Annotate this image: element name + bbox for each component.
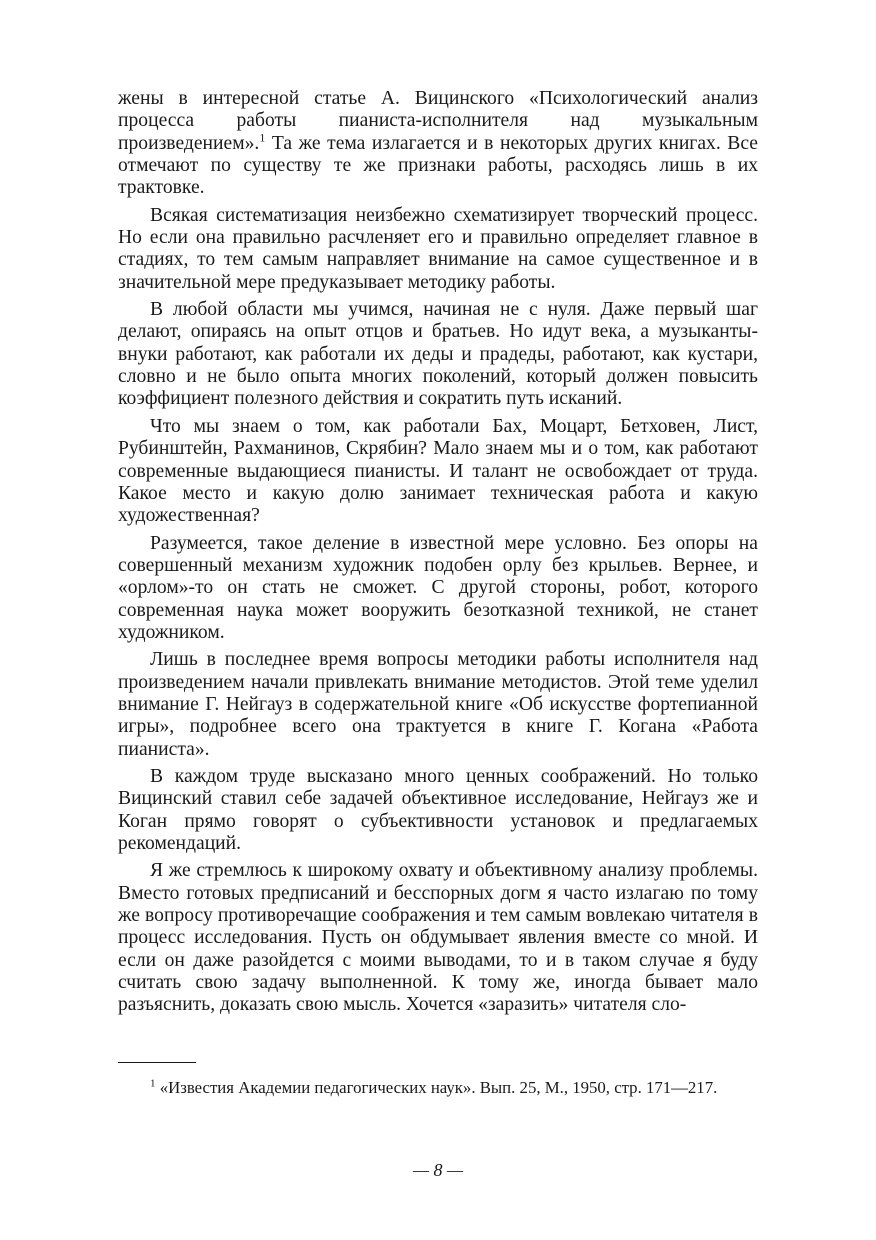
paragraph-4: Что мы знаем о том, как работали Бах, Моцарт, Бетховен, Лист, Рубинштейн, Рахманинов, Скрябин? Мало знаем мы и о том, как работают современные выдающиеся пианисты. И талант не освобождает от труда. Какое место и какую долю занимает техническая работа и какую художественная? (118, 415, 758, 527)
body-text (118, 88, 758, 1017)
footnote-reference: 1 (259, 130, 266, 145)
paragraph-8: Я же стремлюсь к широкому охвату и объективному анализу проблемы. Вместо готовых предписаний и бесспорных догм я часто излагаю по тому же вопросу противоречащие соображения и тем самым вовлекаю читателя в процесс исследования. Пусть он обдумывает явления вместе со мной. И если он даже разойдется с моими выводами, то и в таком случае я буду считать свою задачу выполненной. К тому же, иногда бывает мало разъяснить, доказать свою мысль. Хочется «заразить» читателя сло- (118, 860, 758, 1016)
paragraph-1 (118, 88, 758, 200)
footnote (118, 1078, 758, 1098)
page-number: — 8 — (412, 1160, 463, 1180)
paragraph-1-text: жены в интересной статье А. Вицинского «Психологический анализ процесса работы пианиста-исполнителя над музыкальным произведением». (118, 88, 758, 154)
paragraph-7: В каждом труде высказано много ценных соображений. Но только Вицинский ставил себе задачей объективное исследование, Нейгауз же и Коган прямо говорят о субъективности установок и предлагаемых рекомендаций. (118, 765, 758, 854)
footnote-divider (118, 1062, 196, 1063)
paragraph-3: В любой области мы учимся, начиная не с нуля. Даже первый шаг делают, опираясь на опыт отцов и братьев. Но идут века, а музыканты-внуки работают, как работали их деды и прадеды, работают, как кустари, словно и не было опыта многих поколений, который должен повысить коэффициент полезного действия и сократить путь исканий. (118, 299, 758, 410)
footnote-text: «Известия Академии педагогических наук». Вып. 25, М., 1950, стр. 171—217. (155, 1078, 718, 1097)
paragraph-1-continuation: Та же тема излагается и в некоторых других книгах. Все отмечают по существу те же признаки работы, расходясь лишь в их трактовке. (118, 132, 758, 199)
paragraph-2: Всякая систематизация неизбежно схематизирует творческий процесс. Но если она правильно расчленяет его и правильно определяет главное в стадиях, то тем самым направляет внимание на самое существенное и в значительной мере предуказывает методику работы. (118, 204, 758, 293)
paragraph-5: Разумеется, такое деление в известной мере условно. Без опоры на совершенный механизм художник подобен орлу без крыльев. Вернее, и «орлом»-то он стать не сможет. С другой стороны, робот, которого современная наука может вооружить безотказной техникой, не станет художником. (118, 532, 758, 643)
footnote-marker: 1 (150, 1077, 156, 1090)
paragraph-6: Лишь в последнее время вопросы методики работы исполнителя над произведением начали привлекать внимание методистов. Этой теме уделил внимание Г. Нейгауз в содержательной книге «Об искусстве фортепианной игры», подробнее всего она трактуется в книге Г. Когана «Работа пианиста». (118, 649, 758, 760)
